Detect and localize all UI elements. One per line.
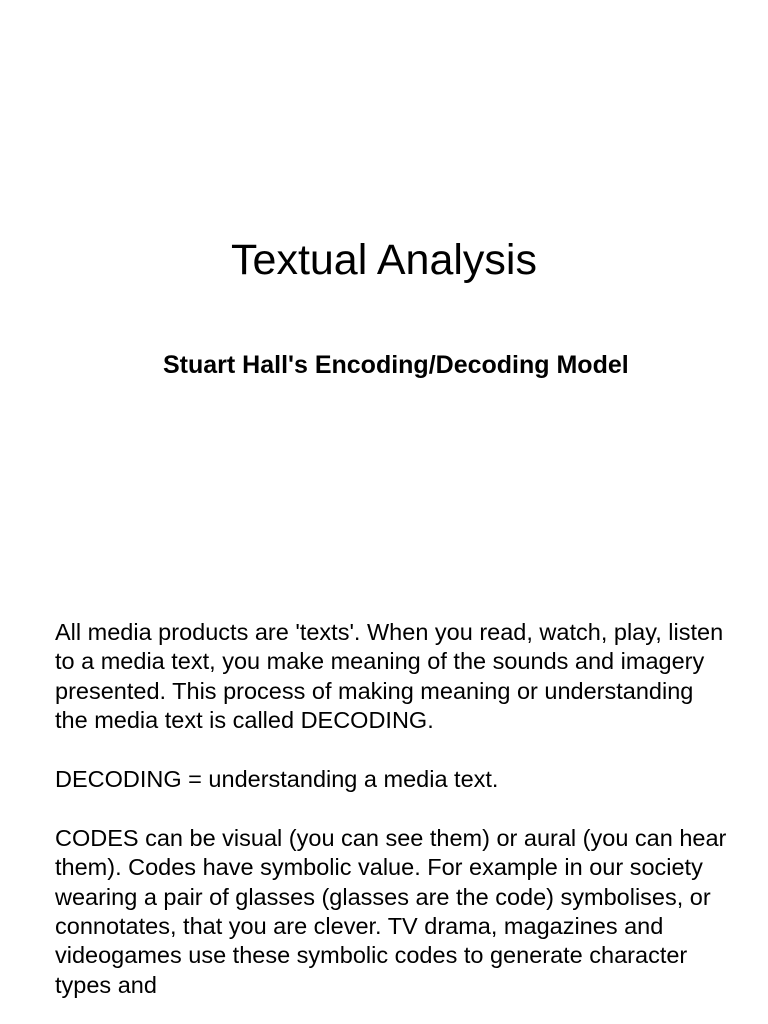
paragraph-decoding-definition: DECODING = understanding a media text. <box>55 766 499 793</box>
paragraph-decoding-intro: All media products are 'texts'. When you read, watch, play, listen to a media text, you make meaning of the sounds and imagery presented. This process of making meaning or understanding the media text is called DECODING. <box>55 619 724 734</box>
paragraph-codes: CODES can be visual (you can see them) or aural (you can hear them). Codes have symbolic value. For example in our society wearing a pair of glasses (glasses are the code) symbolises, or connotates, that you are clever. TV drama, magazines and videogames use these symbolic codes to generate character types and <box>55 824 727 998</box>
body-text <box>55 618 727 1024</box>
page-title: Textual Analysis <box>231 236 537 284</box>
page-subtitle: Stuart Hall's Encoding/Decoding Model <box>163 351 629 379</box>
